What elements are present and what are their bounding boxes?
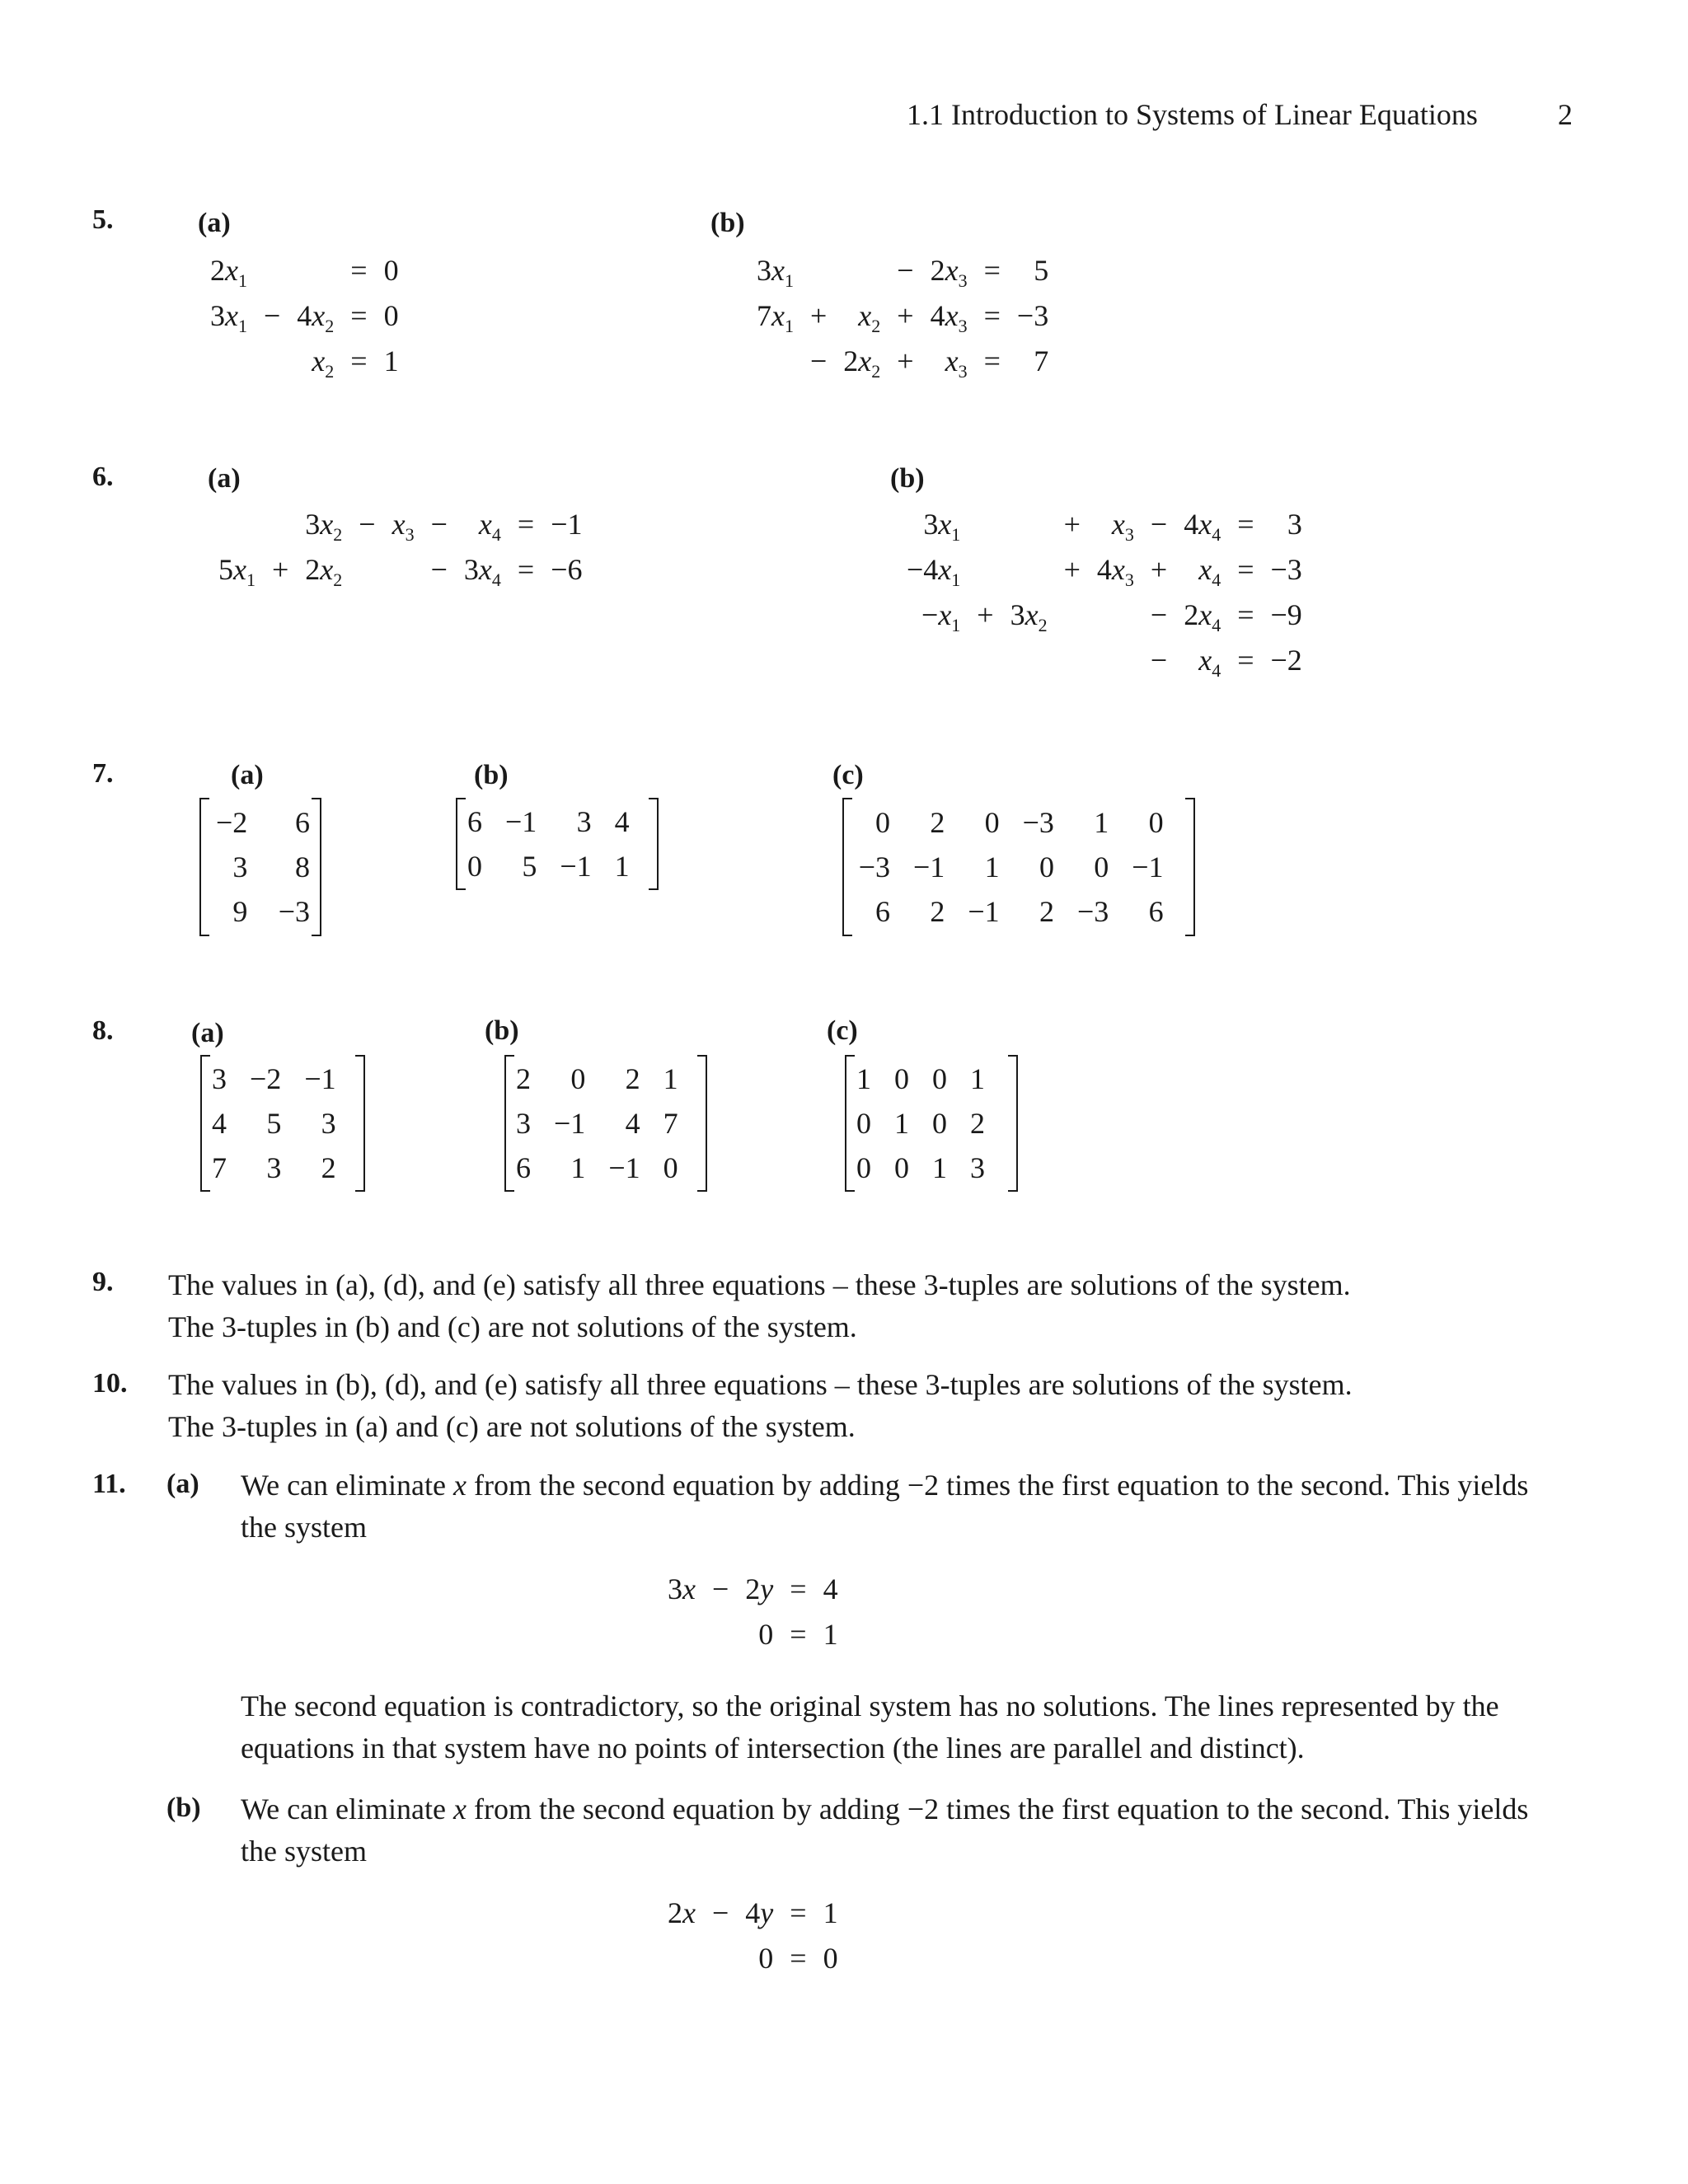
p9-line-2: The 3-tuples in (b) and (c) are not solutions of the system. — [168, 1310, 857, 1343]
p8b-matrix-table: 2 0 2 1 3 −1 4 7 6 1 −1 0 — [516, 1062, 678, 1184]
p9-line-1: The values in (a), (d), and (e) satisfy all three equations – these 3-tuples are solutions of the system. — [168, 1268, 1351, 1301]
p7b-matrix-table: 6 −1 3 4 0 5 −1 1 — [467, 805, 630, 883]
p11b-text — [241, 1788, 1528, 1872]
p6a-system: $3x_2$ − $x_3$ − $x_4$ = −1 $5x_1$ + $2x_2$ − $3x_4$ = −6 — [218, 507, 583, 590]
p7b-matrix — [456, 798, 659, 890]
p7c-matrix-table: 0 2 0 −3 1 0 −3 −1 1 0 0 −1 6 2 −1 2 −3 6 — [858, 806, 1164, 928]
p9-text — [168, 1264, 1351, 1348]
right-bracket — [1008, 1055, 1018, 1192]
p11a-conclusion — [241, 1685, 1499, 1769]
p8a-matrix-table: 3 −2 −1 4 5 3 7 3 2 — [212, 1062, 336, 1184]
p11b-system: 2x − 4y = 1 0 = 0 — [668, 1896, 838, 1975]
p11a-conclusion-line-1: The second equation is contradictory, so the original system has no solutions. The lines represented by the — [241, 1690, 1499, 1722]
p8-c-label: (c) — [827, 1015, 858, 1046]
running-header — [907, 97, 1573, 132]
p5a-system: $2x_1$ = 0 $3x_1$ − $4x_2$ = 0 $x_2$ = 1 — [210, 253, 399, 382]
right-bracket — [697, 1055, 707, 1192]
problem-number-8: 8. — [92, 1015, 114, 1046]
p5b-system: $3x_1$ − $2x_3$ = 5 $7x_1$ + $x_2$ + $4x_3$ = −3 − $2x_2$ + $x_3$ = 7 — [757, 253, 1049, 382]
p7-b-label: (b) — [474, 760, 509, 790]
right-bracket — [649, 798, 659, 890]
p11b-line-2: the system — [241, 1835, 367, 1868]
problem-number-11: 11. — [92, 1469, 126, 1499]
p7a-matrix-table: −2 6 3 8 9 −3 — [216, 806, 310, 928]
p10-line-1: The values in (b), (d), and (e) satisfy all three equations – these 3-tuples are solutions of the system. — [168, 1368, 1353, 1401]
p11a-line-2: the system — [241, 1511, 367, 1544]
p8c-matrix — [845, 1055, 1018, 1192]
p11-a-label: (a) — [166, 1469, 199, 1499]
header-title: 1.1 Introduction to Systems of Linear Equations — [907, 98, 1478, 131]
p11a-conclusion-line-2: equations in that system have no points of intersection (the lines are parallel and distinct). — [241, 1732, 1305, 1765]
page-number: 2 — [1558, 98, 1573, 131]
p11a-text — [241, 1465, 1528, 1549]
problem-number-10: 10. — [92, 1368, 128, 1399]
p5-b-label: (b) — [710, 208, 745, 238]
p5-a-label: (a) — [198, 208, 231, 238]
problem-number-9: 9. — [92, 1267, 114, 1297]
p6b-system: $3x_1$ + $x_3$ − $4x_4$ = 3 $-4x_1$ + $4x_3$ + $x_4$ = −3 $-x_1$ + $3x_2$ − $2x_4$ = −9 − $x_4$ = −2 — [907, 507, 1302, 681]
p10-line-2: The 3-tuples in (a) and (c) are not solutions of the system. — [168, 1410, 856, 1443]
p11a-line-1: We can eliminate x from the second equation by adding −2 times the first equation to the second. This yields — [241, 1469, 1529, 1502]
p8a-matrix — [200, 1055, 365, 1192]
problem-number-6: 6. — [92, 462, 114, 492]
p10-text — [168, 1364, 1353, 1448]
problem-number-5: 5. — [92, 204, 114, 235]
p8c-matrix-table: 1 0 0 1 0 1 0 2 0 0 1 3 — [856, 1062, 985, 1184]
p7a-matrix — [199, 798, 321, 936]
p11-b-label: (b) — [166, 1793, 201, 1823]
p8b-matrix — [504, 1055, 707, 1192]
right-bracket — [355, 1055, 365, 1192]
p11a-system: 3x − 2y = 4 0 = 1 — [668, 1572, 838, 1651]
p8-b-label: (b) — [485, 1015, 519, 1046]
right-bracket — [1185, 798, 1195, 936]
p8-a-label: (a) — [191, 1018, 224, 1048]
p7-a-label: (a) — [231, 760, 264, 790]
p6-a-label: (a) — [208, 463, 241, 494]
p11b-line-1: We can eliminate x from the second equation by adding −2 times the first equation to the second. This yields — [241, 1793, 1529, 1825]
p7-c-label: (c) — [832, 760, 864, 790]
p6-b-label: (b) — [890, 463, 925, 494]
p7c-matrix — [842, 798, 1195, 936]
problem-number-7: 7. — [92, 758, 114, 789]
